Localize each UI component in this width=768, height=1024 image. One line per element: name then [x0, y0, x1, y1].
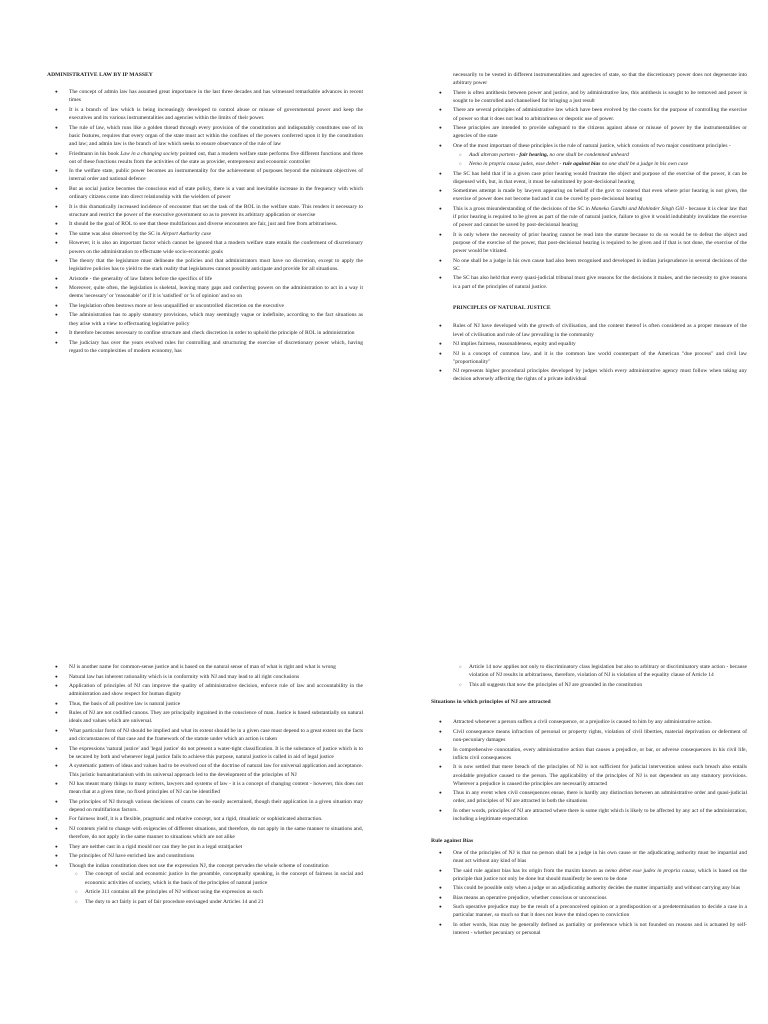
sub-list — [453, 151, 747, 169]
list-item: ● It should be the goal of ROL to see that these multifarious and diverse encounters are fair, just and free from arbitrariness. — [69, 220, 363, 228]
list-item: ● Civil consequence means infraction of personal or property rights, violation of civil liberties, material deprivation or deferment of non-pecuniary damages — [453, 728, 747, 744]
list-item: ● Moreover, quite often, the legislation is skeletal, leaving many gaps and conferring powers on the administration to act in a way it deems 'necessary' or 'reasonable' or if it is 'satisfied' or 'is of opinion' and so on — [69, 284, 363, 300]
section-heading: Situations in which principles of NJ are attracted — [431, 699, 551, 706]
text-run: which is based on the principle that justice not only be done but should manifestly be seen to be done — [453, 867, 747, 882]
sub-list-item: ○ Article 311 contains all the principles of NJ without using the expression as such — [85, 888, 363, 896]
list-item: ● It is only where the necessity of prior hearing cannot be read into the statute because to do so would be to defeat the object and purpose of the exercise of the power, that post-decisional hearing is required to be given and if that is not done, the exercise of the power would be vitiated. — [453, 231, 747, 256]
text-run: Though the indian constitution does not use the expression NJ, the concept pervades the whole scheme of constitution — [69, 862, 329, 869]
sub-list-item: ○ The duty to act fairly is part of fair procedure envisaged under Articles 14 and 21 — [85, 898, 363, 906]
bullet-list — [431, 849, 747, 938]
list-item: ● The administration has to apply statutory provisions, which may seemingly vague or indefinite, according to the fact situations as they arise with a view to effectuating legislative policy — [69, 311, 363, 327]
list-item: ● Rules of NJ are not codified canons. They are principally ingrained in the conscience of man. Justice is based substantially on natural ideals and values which are universal. — [69, 709, 363, 725]
list-item: ● These principles are intended to provide safeguard to the citizens against abuse or misuse of power by the instrumentalities or agencies of the state — [453, 124, 747, 140]
bullet-list — [431, 89, 747, 291]
list-item: ● NJ implies fairness, reasonableness, equity and equality — [453, 340, 747, 348]
continued-text: necessarily to be vested in different instrumentalities and agencies of state, so that the discretionary power does not degenerate into arbitrary power — [453, 72, 747, 87]
list-item: ● The SC has also held that every quasi-judicial tribunal must give reasons for the decisions it makes, and the necessity to give reasons is a part of the principles of natural justice. — [453, 274, 747, 290]
list-item: ● Such operative prejudice may be the result of a preconceived opinion or a predisposition or a predetermination to decide a case in a particular manner, so much so that it does not leave the mind open to conviction — [453, 903, 747, 919]
book-title: Law in a changing society — [120, 150, 179, 157]
list-item: ● They are neither cast in a rigid mould nor can they be put in a legal straitjacket — [69, 843, 363, 851]
list-item: ● Application of principles of NJ can improve the quality of administrative decision, enforce rule of law and accountability in the administration and show respect for human dignity — [69, 682, 363, 698]
list-item: ● The expressions 'natural justice' and 'legal justice' do not present a water-tight classification. It is the substance of justice which is to be secured by both and whenever legal justice fails to achieve this purpose, natural justice is called in aid of legal justice — [69, 745, 363, 761]
maxim-meaning: fair hearing, — [519, 151, 549, 158]
list-item: ● It is now settled that mere breach of the principles of NJ is not sufficient for judicial intervention unless such breach also entails avoidable prejudice caused to the person. The applicability of the principles of NJ is not dependent on any statutory provisions. Wherever a prejudice is caused the principles are necessarily attracted — [453, 763, 747, 788]
list-item — [453, 142, 747, 168]
section-heading: Rule against Bias — [431, 837, 474, 844]
list-item: ● The judiciary has over the years evolved rules for controlling and structuring the exercise of discretionary power which, having regard to the complexities of modern economy, has — [69, 339, 363, 355]
list-item: ● Attracted whenever a person suffers a civil consequence, or a prejudice is caused to him by any administrative action. — [453, 718, 747, 726]
list-item: ● In other words, bias may be generally defined as partiality or preference which is not founded on reasons and is actuated by self-interest - whether pecuniary or personal — [453, 921, 747, 937]
list-item: ● For fairness itself, it is a flexible, pragmatic and relative concept, not a rigid, ritualistic or sophisticated abstraction. — [69, 815, 363, 823]
text-run: One of the most important of these principles is the rule of natural justice, which consists of two major constituent principles - — [453, 142, 731, 149]
text-run: no one shall be a judge in his own case — [600, 161, 689, 168]
list-item: ● It is a branch of law which is being increasingly developed to control abuse or misuse of governmental power and keep the executives and its various instrumentalities and agencies within the limits of their power. — [69, 106, 363, 122]
text-run: pointed out, that a modern welfare state performs five different functions and three out of these functions results from the activities of the state as provider, entrepreneur and economic controller — [69, 150, 363, 165]
list-item: ● NJ is another name for common-sense justice and is based on the natural sense of man of what is right and what is wrong — [69, 663, 363, 671]
list-item: ● Aristotle - the generality of law falters before the specifics of life — [69, 275, 363, 283]
list-item — [69, 150, 363, 166]
list-item: ● Thus in any event when civil consequences ensue, there is hardly any distinction between an administrative order and quasi-judicial order, and principles of NJ are attracted in both the situations — [453, 789, 747, 805]
text-run: - because it is clear law that if prior hearing is required to be given as part of the rule of natural justice, failure to give it would indubitably invalidate the exercise of power and cannot be saved by post-decisional hearing — [453, 205, 747, 229]
list-item: ● There are several principles of administrative law which have been evolved by the courts for the purpose of controlling the exercise of power so that it does not lead to arbitrariness or despotic use of power. — [453, 106, 747, 122]
case-name: Airport Authority case — [161, 230, 212, 237]
list-item: ● One of the principles of NJ is that no person shall be a judge in his own cause or the adjudicating authority must be impartial and must act without any kind of bias — [453, 849, 747, 865]
list-item: ● NJ is a concept of common law, and it is the common law world counterpart of the American "due process" and civil law "proportionality" — [453, 350, 747, 366]
list-item: ● The principles of NJ through various decisions of courts can be easily ascertained, though their application in a given situation may depend on multifarious factors. — [69, 798, 363, 814]
list-item: ● Rules of NJ have developed with the growth of civilisation, and the content thereof is often considered as a proper measure of the level of civilisation and rule of law prevailing in the community — [453, 322, 747, 338]
page1-right-column — [431, 71, 747, 385]
list-item: ● NJ represents higher procedural principles developed by judges which every administrative agency must follow when taking any decision adversely affecting the rights of a private individual — [453, 367, 747, 383]
list-item: ● It is this dramatically increased incidence of encounter that set the task of the ROL in the welfare state. This renders it necessary to structure and restrict the power of the executive government so as to prevent its arbitrary application or exercise — [69, 203, 363, 219]
list-item: ● The principles of NJ have enriched law and constitutions — [69, 852, 363, 860]
list-item: ● A systematic pattern of ideas and values had to be evolved out of the doctrine of natural law for universal application and acceptance. This juristic humanitarianism with its universal approach led to the development of the principles of NJ — [69, 762, 363, 778]
text-run: This is a gross misunderstanding of the decisions of the SC in — [453, 205, 592, 212]
list-item: ● This could be possible only when a judge or an adjudicating authority decides the matter impartially and without carrying any bias — [453, 884, 747, 892]
sub-list-item: ○ Article 14 now applies not only to discriminatory class legislation but also to arbitrary or discriminatory state action - because violation of NJ results in arbitrariness, therefore, violation of NJ is violation of the equality clause of Article 14 — [469, 663, 747, 679]
list-item: ● The legislation often bestows more or less unqualified or uncontrolled discretion on the executive — [69, 302, 363, 310]
list-item — [69, 230, 363, 238]
list-item: ● No one shall be a judge in his own cause had also been recognised and developed in indian jurisprudence in several decisions of the SC — [453, 257, 747, 273]
list-item: ● The theory that the legislature must delineate the policies and that administrators must have no discretion, except to apply the legislative policies has to yield to the stark reality that legislatures cannot possibly anticipate and provide for all situations. — [69, 257, 363, 273]
document-title: ADMINISTRATIVE LAW BY IP MASSEY — [47, 72, 153, 78]
list-item: ● The rule of law, which runs like a golden thread through every provision of the constitution and indisputably constitutes one of its basic features, requires that every organ of the state must act within the confines of the powers conferred upon it by the constitution and law; and admin law is the branch of law which seeks to ensure observance of the rule of law — [69, 124, 363, 149]
page2-left-column — [47, 663, 363, 907]
sub-list — [69, 870, 363, 905]
list-item: ● Bias means an operative prejudice, whether conscious or unconscious — [453, 894, 747, 902]
list-item: ● In the welfare state, public power becomes an instrumentality for the achievement of purposes beyond the minimum objectives of internal order and national defence — [69, 167, 363, 183]
list-item — [69, 862, 363, 906]
sub-list-item: ○ The concept of social and economic justice in the preamble, conceptually speaking, is the concept of fairness in social and economic activities of society, which is the basis of the principles of natural justice — [85, 870, 363, 886]
list-item — [453, 867, 747, 883]
bullet-list — [47, 663, 363, 906]
list-item — [453, 205, 747, 230]
maxim: Audi alteram partem - — [469, 151, 520, 158]
list-item: ● Natural law has inherent rationality which is in conformity with NJ and may lead to all right conclusions — [69, 673, 363, 681]
section-heading: PRINCIPLES OF NATURAL JUSTICE — [453, 305, 551, 312]
page2-right-column — [431, 663, 747, 939]
list-item: ● Thus, the basis of all positive law is natural justice — [69, 700, 363, 708]
text-run: The same was also observed by the SC in — [69, 230, 162, 237]
list-item: ● NJ contents yield to change with exigencies of different situations, and therefore, do not apply in the same manner to situations and, therefore, do not apply in the same manner to situations which are not alike — [69, 825, 363, 841]
list-item: ● However, it is also an important factor which cannot be ignored that a modern welfare state entails the conferment of discretionary powers on the administration to effectuate wide socio-economic goals — [69, 239, 363, 255]
text-run: The said rule against bias has its origin from the maxim known as — [453, 867, 606, 874]
bullet-list — [431, 322, 747, 383]
text-run: Friedmann in his book — [69, 150, 121, 157]
page1-left-column — [47, 71, 363, 356]
bullet-list — [47, 88, 363, 355]
sub-list — [431, 663, 747, 689]
list-item: ● But as social justice becomes the conscious end of state policy, there is a vast and inevitable increase in the frequency with which ordinary citizens come into direct relationship with the wielders of power — [69, 185, 363, 201]
maxim: nemo debet esse judex in propria causa, — [605, 867, 696, 874]
sub-list-item — [469, 151, 747, 159]
list-item: ● NJ has meant many things to many writers, lawyers and systems of law - it is a concept of changing content - however, this does not mean that at a given time, no fixed principles of NJ can be identified — [69, 780, 363, 796]
list-item: ● In other words, principles of NJ are attracted where there is some right which is likely to be affected by any act of the administration, including a legitimate expectation — [453, 807, 747, 823]
case-name: Maneka Gandhi and Mohinder Singh Gill — [591, 205, 684, 212]
list-item: ● The SC has held that if in a given case prior hearing would frustrate the object and purpose of the exercise of the power, it can be dispensed with, but, in that event, it must be substituted by post-decisional hearing — [453, 170, 747, 186]
bullet-list — [431, 718, 747, 823]
list-item: ● The concept of admin law has assumed great importance in the last three decades and has witnessed remarkable advances in recent times — [69, 88, 363, 104]
list-item: ● What particular form of NJ should be implied and what its extent should be in a given case must depend to a great extent on the facts and circumstances of that case and the framework of the statute under which an action is taken — [69, 727, 363, 743]
list-item: ● Sometimes attempt is made by lawyers appearing on behalf of the govt to contend that even where prior hearing is not given, the exercise of power does not become bad and it can be cured by post-decisional hearing — [453, 187, 747, 203]
maxim: Nemo in propria causa judex, esse debet - — [469, 161, 563, 168]
sub-list-item — [469, 160, 747, 168]
list-item: ● In comprehensive connotation, every administrative action that causes a prejudice, or bar, or adverse consequences in his civil life, inflicts civil consequences — [453, 746, 747, 762]
sub-list-item: ○ This all suggests that now the principles of NJ are grounded in the constitution — [469, 681, 747, 689]
text-run: no one shall be condemned unheard — [548, 151, 629, 158]
list-item: ● It therefore becomes necessary to confine structure and check discretion in order to uphold the principle of ROL in administration — [69, 329, 363, 337]
maxim-meaning: rule against bias — [562, 161, 601, 168]
list-item: ● There is often antithesis between power and justice, and by administrative law, this antithesis is sought to be removed and power is sought to be controlled and channelised for bringing a just result — [453, 89, 747, 105]
